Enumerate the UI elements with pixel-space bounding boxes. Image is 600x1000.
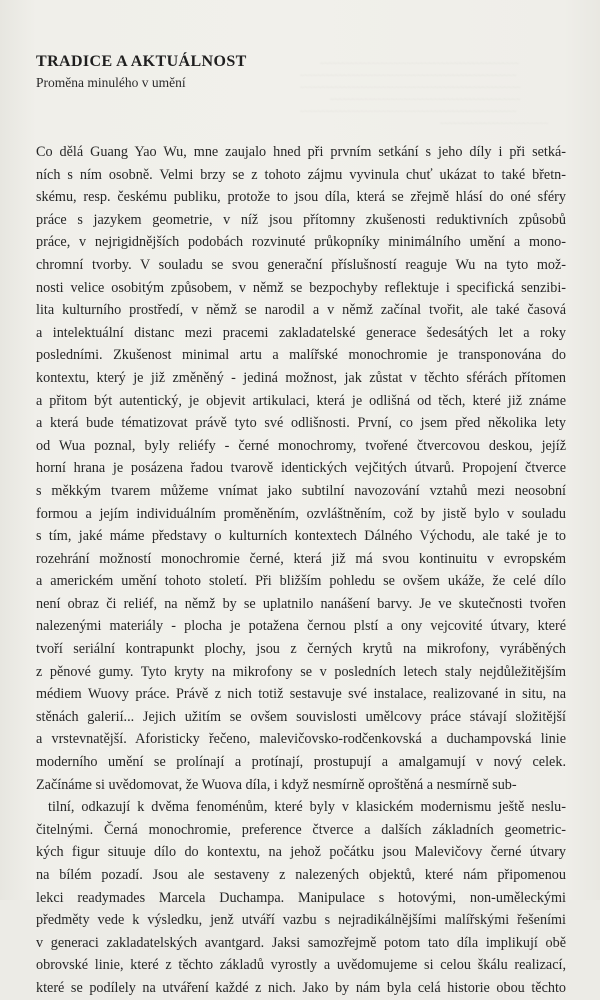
text-line: čitelnými. Černá monochromie, preference čtverce a dalších základních geometric- — [36, 821, 566, 838]
text-line: s měkkým tvarem můžeme vnímat jako subtilní navozování vztahů mezi neosobní — [36, 482, 566, 499]
text-line: z pěnové gumy. Tyto kryty na mikrofony se v posledních letech staly nejdůležitějším — [36, 663, 566, 680]
text-line: ních s ním osobně. Velmi brzy se z tohoto zájmu vyvinula chuť ukázat to také břetn- — [36, 166, 566, 183]
text-line: a přitom být autentický, je objevit artikulaci, která je odlišná od těch, které již známe — [36, 392, 566, 409]
text-line: chromní tvorby. V souladu se svou generační příslušností reaguje Wu na tyto mož- — [36, 256, 566, 273]
text-line: v generaci zakladatelských avantgard. Jaksi samozřejmě potom tato díla implikují obě — [36, 934, 566, 951]
article-title: TRADICE A AKTUÁLNOST — [36, 53, 247, 70]
text-line: moderního umění se prolínají a protínají, prostupují a amalgamují v nový celek. — [36, 754, 566, 771]
text-line: obrovské linie, které z těchto základů vyrostly a uvědomujeme si celou škálu realizací, — [36, 957, 566, 974]
text-line: kontextu, který je již změněný - jediná možnost, jak zůstat v těchto sférách přítomen — [36, 369, 566, 386]
text-line: a vrstevnatější. Aforisticky řečeno, malevičovsko-rodčenkovská a duchampovská linie — [36, 731, 566, 748]
text-line: médiem Wuovy práce. Právě z nich totiž sestavuje své instalace, realizované in situ, na — [36, 686, 566, 703]
text-line: předměty vede k výsledku, jenž utváří vazbu s nejradikálnějšími malířskými řešeními — [36, 912, 566, 929]
text-line: nosti velice osobitým způsobem, v němž se bezpochyby reflektuje i specifická senzibi- — [36, 279, 566, 296]
text-line: formou a jejím individuálním proměněním, ozvláštněním, což by jistě bylo v souladu — [36, 505, 566, 522]
text-line: které se podílely na utváření každé z nich. Jako by nám byla celá historie obou těchto — [36, 979, 566, 996]
text-line: horní hrana je posázena řadou tvarově identických vejčitých útvarů. Propojení čtverce — [36, 460, 566, 477]
text-line: lekci readymades Marcela Duchampa. Manipulace s hotovými, non-uměleckými — [36, 889, 566, 906]
text-line: kých figur situuje dílo do kontextu, na jehož počátku jsou Malevičovy černé útvary — [36, 844, 566, 861]
text-line: práce s jazykem geometrie, v níž jsou přítomny zkušenosti reduktivních způsobů — [36, 211, 566, 228]
text-line: stěnách galerií... Jejich užitím se ovšem souvislosti umělcovy práce stávají složitější — [36, 708, 566, 725]
text-line: a americkém umění tohoto století. Při bližším pohledu se ovšem ukáže, že celé dílo — [36, 573, 566, 590]
text-line: posledními. Zkušenost minimal artu a malířské monochromie je transponována do — [36, 347, 566, 364]
text-line: a intelektuální distanc mezi pracemi zakladatelské generace šedesátých let a roky — [36, 324, 566, 341]
article-subtitle: Proměna minulého v umění — [36, 75, 186, 90]
text-line: a která bude tématizovat právě tyto své odlišnosti. První, co jsem před několika lety — [36, 415, 566, 432]
text-line: práce, v nejrigidnějších podobách rozvinuté průkopníky minimálního umění a mono- — [36, 234, 566, 251]
text-line: tvoří seriální kontrapunkt plochy, jsou z černých krytů na mikrofony, vyráběných — [36, 641, 566, 658]
text-line: tilní, odkazují k dvěma fenoménům, které byly v klasickém modernismu ještě neslu- — [48, 799, 566, 816]
text-line: Začínáme si uvědomovat, že Wuova díla, i když nesmírně oproštěná a nesmírně sub- — [36, 776, 517, 793]
text-line: není obraz či reliéf, na němž by se uplatnilo nanášení barvy. Je ve skutečnosti tvořen — [36, 595, 566, 612]
article-body — [36, 141, 566, 1000]
show-through-text: ~~~~~~~~~~~~~~~~~~~~~~~~~~~~~~~~~~~~~~~~~~~~~~ ~~~~~~~~~~~~~~~~~~~~~~~~~~~~~~~~~~~~~~~~~~~~~~~~~~ ~~~~~~~~~~~~~~~~~~~~~~~~~~~~~~~~~~~~~~~~~~~~~~~~~~~ ~~~~~~~~~~~~~~~~~~~~~~~~~~~~~~~~~~~~~~~~~~~~ ~~~~~~~~~~~~~~~~~~~~~~~~~~~~~~~~~~~~~~~~~~~~~~~~~~ ~~~~~~~~~~~~~~~~~~~~~~~~~ — [300, 59, 549, 128]
text-line: nalezenými materiály - plocha je potažena černou plstí a ony vejcovité útvary, které — [36, 618, 566, 635]
text-line: Co dělá Guang Yao Wu, mne zaujalo hned při prvním setkání s jeho díly i při setká- — [36, 144, 566, 160]
text-line: skému, resp. českému publiku, protože to jsou díla, která se zřejmě hlásí do oné sféry — [36, 189, 566, 206]
text-line: od Wua poznal, byly reliéfy - černé monochromy, tvořené čtvercovou deskou, jejíž — [36, 437, 566, 454]
article-header — [36, 52, 566, 92]
text-line: lita kulturního prostředí, v němž se narodil a v němž začínal tvořit, ale také časová — [36, 302, 566, 319]
text-line: na bílém pozadí. Jsou ale sestaveny z nalezených objektů, které nám připomenou — [36, 867, 566, 883]
text-line: rozehrání možností monochromie černé, která již má svou kontinuitu v evropském — [36, 550, 566, 567]
text-line: s tím, jaké máme představy o kulturních kontextech Dálného Východu, ale také je to — [36, 528, 566, 545]
